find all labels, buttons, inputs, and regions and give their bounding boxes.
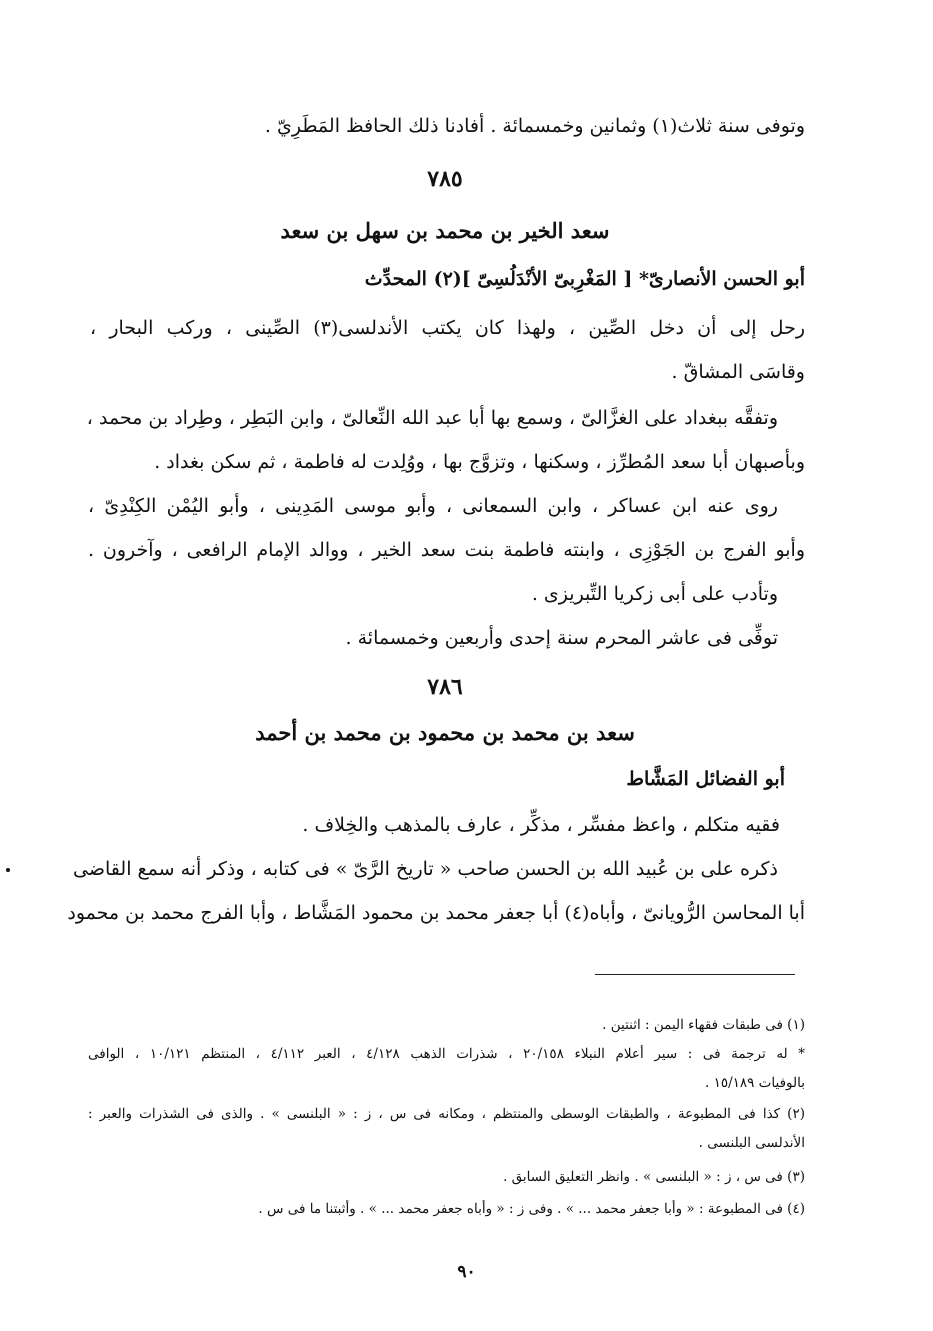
text-line: توفِّى فى عاشر المحرم سنة إحدى وأربعين وخمسمائة . <box>345 627 778 649</box>
text-line: وتوفى سنة ثلاث(١) وثمانين وخمسمائة . أفادنا ذلك الحافظ المَطَرِيّ . <box>264 115 805 137</box>
text-line: وتأدب على أبى زكريا التِّبريزى . <box>531 583 778 605</box>
entry-number: ٧٨٥ <box>427 166 463 192</box>
footnote: (١) فى طبقات فقهاء اليمن : اثنتين . <box>602 1017 805 1033</box>
text-line: فقيه متكلم ، واعظ مفسِّر ، مذكِّر ، عارف بالمذهب والخِلاف . <box>302 814 780 836</box>
footnote: (٤) فى المطبوعة : « وأبا جعفر محمد ... » . وفى ز : « وأباه جعفر محمد ... » . وأثبتنا ما فى س . <box>258 1201 805 1217</box>
text-line: وقاسَى المشاقّ . <box>671 361 805 383</box>
entry-kunya: أبو الحسن الأنصارىّ* [ المَغْرِبىّ الأنْدَلُسِىّ ](٢) المحدِّث <box>364 268 805 290</box>
footnote: (٢) كذا فى المطبوعة ، والطبقات الوسطى والمنتظم ، ومكانه فى س ، ز : « البلنسى » . والذى فى الشذرات والعبر : <box>88 1106 805 1122</box>
footnote-rule <box>595 974 795 975</box>
text-line: وبأصبهان أبا سعد المُطرِّز ، وسكنها ، وتزوَّج بها ، ووُلِدت له فاطمة ، ثم سكن بغداد . <box>154 451 805 473</box>
entry-number: ٧٨٦ <box>427 674 463 700</box>
text-line: وتفقَّه ببغداد على الغزَّالىّ ، وسمع بها أبا عبد الله النِّعالىّ ، وابن البَطِر ، وطِراد بن محمد ، <box>86 407 778 429</box>
footnote: الأندلسى البلنسى . <box>698 1135 805 1151</box>
footnote: بالوفيات ١٥/١٨٩ . <box>704 1075 805 1091</box>
footnote: * له ترجمة فى : سير أعلام النبلاء ٢٠/١٥٨ ، شذرات الذهب ٤/١٢٨ ، العبر ٤/١١٢ ، المنتظم ١٠/١٢١ ، الوافى <box>88 1046 805 1062</box>
text-line: أبا المحاسن الرُّويانىّ ، وأباه(٤) أبا جعفر محمد بن محمود المَشَّاط ، وأبا الفرج محمد بن محمود <box>67 902 805 924</box>
entry-name: سعد بن محمد بن محمود بن محمد بن أحمد <box>255 720 635 745</box>
entry-kunya: أبو الفضائل المَشَّاط <box>626 768 785 790</box>
text-line: وأبو الفرج بن الجَوْزِى ، وابنته فاطمة بنت سعد الخير ، ووالد الإمام الرافعى ، وآخرون . <box>88 539 805 561</box>
text-line: ذكره على بن عُبيد الله بن الحسن صاحب « تاريخ الرَّىّ » فى كتابه ، وذكر أنه سمع القاضى <box>73 858 778 880</box>
footnote: (٣) فى س ، ز : « البلنسى » . وانظر التعليق السابق . <box>503 1169 805 1185</box>
entry-name: سعد الخير بن محمد بن سهل بن سعد <box>280 218 610 243</box>
margin-mark <box>6 868 10 872</box>
page-number: ٩٠ <box>457 1262 476 1282</box>
text-line: روى عنه ابن عساكر ، وابن السمعانى ، وأبو موسى المَدِينى ، وأبو اليُمْن الكِنْدِىّ ، <box>88 495 778 517</box>
text-line: رحل إلى أن دخل الصِّين ، ولهذا كان يكتب الأندلسى(٣) الصِّينى ، وركب البحار ، <box>90 317 805 339</box>
